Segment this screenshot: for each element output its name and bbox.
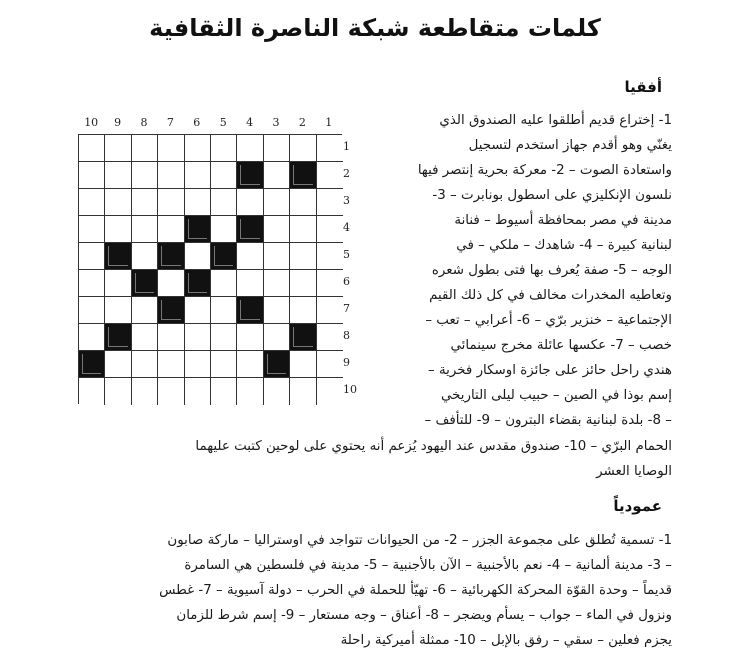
grid-cell[interactable]	[317, 243, 343, 270]
grid-cell[interactable]	[185, 135, 211, 162]
clue-line: مدينة في مصر بمحافظة أسيوط – فنانة	[454, 213, 672, 228]
grid-cell[interactable]	[290, 135, 316, 162]
clue-line: خصب – 7- عكسها عائلة مخرج سينمائي	[450, 338, 672, 353]
grid-cell[interactable]	[105, 189, 131, 216]
grid-cell[interactable]	[211, 351, 237, 378]
grid-cell[interactable]	[105, 135, 131, 162]
grid-cell[interactable]	[290, 189, 316, 216]
black-cell	[105, 324, 131, 351]
grid-cell[interactable]	[185, 243, 211, 270]
grid-cell[interactable]	[185, 297, 211, 324]
black-cell	[290, 162, 316, 189]
down-clues	[72, 528, 672, 653]
black-cell	[211, 243, 237, 270]
black-cell	[237, 216, 263, 243]
grid-cell[interactable]	[317, 378, 343, 405]
row-numbers	[343, 134, 363, 404]
grid-cell[interactable]	[211, 162, 237, 189]
across-clues-continued	[72, 434, 672, 484]
clue-line: – 3- مدينة ألمانية – 4- نعم بالأجنبية – الآن بالأجنبية – 5- مدينة في فلسطين هي السامرة	[184, 558, 672, 573]
grid-cell[interactable]	[158, 324, 184, 351]
grid-cell[interactable]	[317, 351, 343, 378]
grid-cell[interactable]	[211, 378, 237, 405]
column-number: 1	[325, 116, 333, 129]
clue-line: 1- تسمية تُطلق على مجموعة الجزر – 2- من الحيوانات تتواجد في اوستراليا – ماركة صابون	[167, 533, 672, 548]
crossword-grid	[78, 134, 342, 404]
grid-cell[interactable]	[185, 351, 211, 378]
grid-cell[interactable]	[185, 162, 211, 189]
grid-cell[interactable]	[185, 378, 211, 405]
grid-cell[interactable]	[290, 351, 316, 378]
clue-line: إسم بوذا في الصين – حبيب ليلى التاريخي	[440, 388, 672, 403]
row-number: 3	[343, 194, 350, 207]
grid-cell[interactable]	[317, 270, 343, 297]
grid-cell[interactable]	[79, 270, 105, 297]
clue-line: 1- إختراع قديم أطلقوا عليه الصندوق الذي	[439, 113, 672, 128]
column-number: 10	[84, 116, 99, 129]
grid-cell[interactable]	[211, 270, 237, 297]
grid-cell[interactable]	[79, 216, 105, 243]
clue-line: هندي راحل حائز على جائزة اوسكار فخرية –	[428, 363, 672, 378]
black-cell	[158, 243, 184, 270]
grid-cell[interactable]	[105, 270, 131, 297]
row-number: 8	[343, 329, 350, 342]
grid-cell[interactable]	[132, 324, 158, 351]
column-number: 5	[219, 116, 227, 129]
row-number: 6	[343, 275, 350, 288]
grid-cell[interactable]	[132, 243, 158, 270]
row-number: 7	[343, 302, 350, 315]
black-cell	[237, 297, 263, 324]
column-number: 9	[114, 116, 122, 129]
clue-line: قديماً – وحدة القوّة المحركة الكهربائية – 6- تهيّأ للحملة في الحرب – دولة آسيوية – 7- غطس	[159, 583, 672, 598]
grid-cell[interactable]	[79, 162, 105, 189]
black-cell	[158, 297, 184, 324]
grid-cell[interactable]	[132, 351, 158, 378]
grid-cell[interactable]	[132, 189, 158, 216]
black-cell	[79, 351, 105, 378]
column-number: 4	[246, 116, 254, 129]
grid-cell[interactable]	[264, 216, 290, 243]
grid-cell[interactable]	[237, 351, 263, 378]
grid-cell[interactable]	[317, 297, 343, 324]
grid-cell[interactable]	[158, 162, 184, 189]
clue-line: – 8- بلدة لبنانية بقضاء البترون – 9- للتأفف –	[424, 413, 672, 428]
grid-cell[interactable]	[317, 135, 343, 162]
row-number: 9	[343, 356, 350, 369]
black-cell	[290, 324, 316, 351]
row-number: 4	[343, 221, 350, 234]
column-numbers	[74, 116, 338, 130]
grid-cell[interactable]	[79, 324, 105, 351]
grid-cell[interactable]	[317, 162, 343, 189]
black-cell	[185, 270, 211, 297]
grid-cell[interactable]	[105, 216, 131, 243]
grid-cell[interactable]	[132, 216, 158, 243]
grid-cell[interactable]	[237, 135, 263, 162]
grid-cell[interactable]	[317, 189, 343, 216]
grid-cell[interactable]	[211, 297, 237, 324]
clue-line: الحمام البرّي – 10- صندوق مقدس عند اليهود يُزعم أنه يحتوي على لوحين كتبت عليهما	[195, 439, 672, 454]
grid-cell[interactable]	[290, 243, 316, 270]
across-heading: أفقيا	[624, 78, 662, 96]
grid-cell[interactable]	[158, 135, 184, 162]
black-cell	[105, 243, 131, 270]
clue-line: الإجتماعية – خنزير برّي – 6- أعرابي – تعب –	[425, 313, 672, 328]
black-cell	[132, 270, 158, 297]
row-number: 1	[343, 140, 350, 153]
grid-cell[interactable]	[264, 189, 290, 216]
grid-cell[interactable]	[211, 216, 237, 243]
grid-cell[interactable]	[132, 162, 158, 189]
grid-cell[interactable]	[105, 162, 131, 189]
grid-cell[interactable]	[317, 216, 343, 243]
grid-cell[interactable]	[79, 135, 105, 162]
grid-cell[interactable]	[264, 243, 290, 270]
black-cell	[264, 351, 290, 378]
grid-cell[interactable]	[264, 162, 290, 189]
grid-cell[interactable]	[132, 378, 158, 405]
grid-cell[interactable]	[237, 324, 263, 351]
row-number: 10	[343, 383, 357, 396]
clue-line: لبنانية كبيرة – 4- شاهدك – ملكي – في	[456, 238, 672, 253]
page-title: كلمات متقاطعة شبكة الناصرة الثقافية	[149, 14, 601, 42]
grid-cell[interactable]	[158, 351, 184, 378]
grid-cell[interactable]	[264, 378, 290, 405]
grid-cell[interactable]	[264, 135, 290, 162]
grid-cell[interactable]	[158, 378, 184, 405]
row-number: 2	[343, 167, 350, 180]
column-number: 8	[140, 116, 148, 129]
grid-cell[interactable]	[264, 270, 290, 297]
grid-cell[interactable]	[264, 324, 290, 351]
down-heading: عمودياً	[613, 497, 662, 515]
clue-line: وتعاطيه المخدرات مخالف في كل ذلك القيم	[429, 288, 672, 303]
clue-line: ونزول في الماء – جواب – يسأم ويضجر – 8- أعناق – وجه مستعار – 9- إسم شرط للزمان	[176, 608, 672, 623]
across-clues	[372, 108, 672, 433]
column-number: 7	[166, 116, 174, 129]
clue-line: نلسون الإنكليزي على اسطول بونابرت – 3-	[432, 188, 672, 203]
grid-cell[interactable]	[290, 216, 316, 243]
clue-line: يجزم فعلين – سقي – رفق بالإبل – 10- ممثلة أميركية راحلة	[340, 633, 672, 648]
grid-cell[interactable]	[79, 243, 105, 270]
grid-cell[interactable]	[211, 189, 237, 216]
grid-cell[interactable]	[211, 324, 237, 351]
clue-line: الوجه – 5- صفة يُعرف بها فتى بطول شعره	[431, 263, 672, 278]
grid-cell[interactable]	[290, 270, 316, 297]
clue-line: واستعادة الصوت – 2- معركة بحرية إنتصر فيها	[417, 163, 672, 178]
grid-cell[interactable]	[105, 297, 131, 324]
black-cell	[185, 216, 211, 243]
column-number: 2	[298, 116, 306, 129]
grid-cell[interactable]	[132, 135, 158, 162]
grid-cell[interactable]	[290, 378, 316, 405]
row-number: 5	[343, 248, 350, 261]
clue-line: يغنّي وهو أقدم جهاز استخدم لتسجيل	[468, 138, 672, 153]
grid-cell[interactable]	[158, 189, 184, 216]
grid-cell[interactable]	[211, 135, 237, 162]
grid-cell[interactable]	[264, 297, 290, 324]
grid-cell[interactable]	[79, 378, 105, 405]
grid-cell[interactable]	[290, 297, 316, 324]
grid-cell[interactable]	[237, 270, 263, 297]
column-number: 6	[193, 116, 201, 129]
grid-cell[interactable]	[317, 324, 343, 351]
grid-cell[interactable]	[79, 189, 105, 216]
grid-cell[interactable]	[158, 270, 184, 297]
grid-cell[interactable]	[132, 297, 158, 324]
grid-cell[interactable]	[158, 216, 184, 243]
grid-cell[interactable]	[105, 378, 131, 405]
grid-cell[interactable]	[185, 189, 211, 216]
grid-cell[interactable]	[237, 378, 263, 405]
black-cell	[237, 162, 263, 189]
grid-cell[interactable]	[185, 324, 211, 351]
grid-cell[interactable]	[79, 297, 105, 324]
column-number: 3	[272, 116, 280, 129]
clue-line: الوصايا العشر	[596, 464, 672, 479]
grid-cell[interactable]	[237, 189, 263, 216]
grid-cell[interactable]	[105, 351, 131, 378]
grid-cell[interactable]	[237, 243, 263, 270]
